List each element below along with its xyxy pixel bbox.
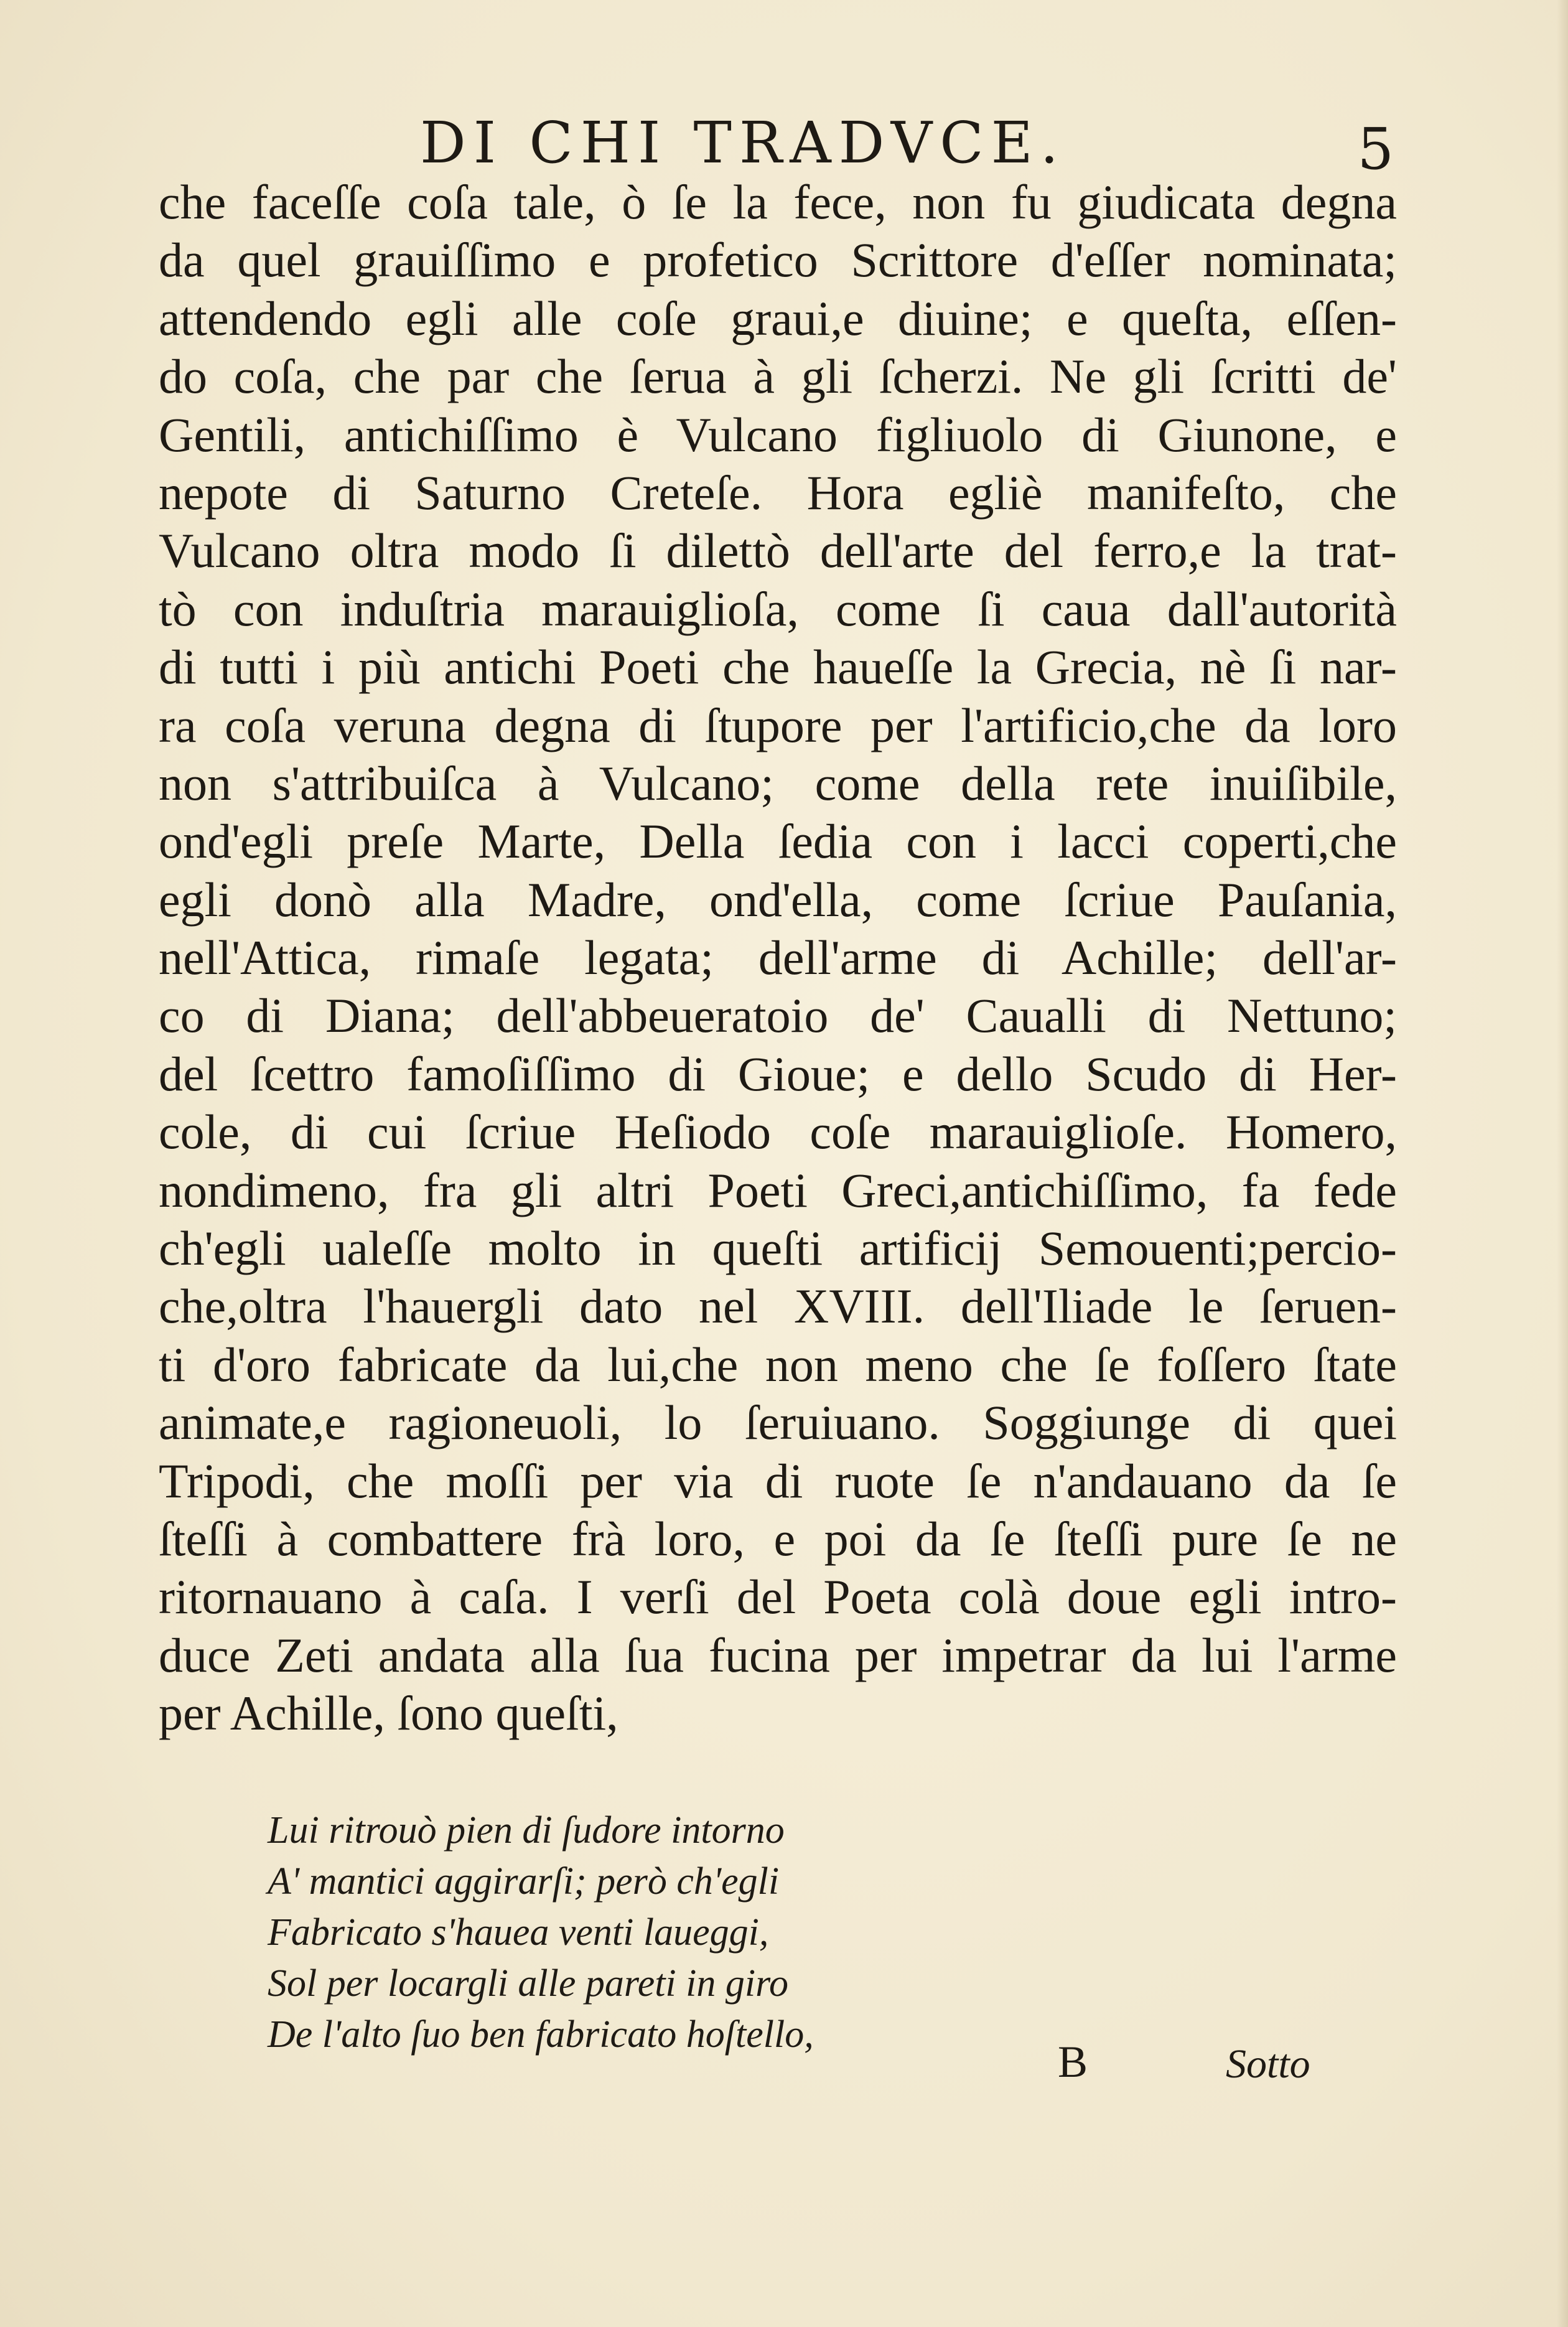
- verse-line: De l'alto ſuo ben fabricato hoſtello,: [268, 2013, 814, 2056]
- text-line: nepote di Saturno Creteſe. Hora egliè manifeſto, che: [159, 465, 1397, 520]
- text-line: Gentili, antichiſſimo è Vulcano figliuolo di Giunone, e: [159, 407, 1397, 462]
- text-line: per Achille, ſono queſti,: [159, 1686, 618, 1741]
- verse-line: Lui ritrouò pien di ſudore intorno: [268, 1809, 785, 1852]
- text-line: animate,e ragioneuoli, lo ſeruiuano. Soggiunge di quei: [159, 1395, 1397, 1450]
- verse-line: Fabricato s'hauea venti laueggi,: [268, 1911, 769, 1954]
- page-number: 5: [1357, 116, 1394, 182]
- text-line: nell'Attica, rimaſe legata; dell'arme di Achille; dell'ar-: [159, 930, 1397, 985]
- page-edge: [1557, 0, 1568, 2327]
- text-line: ſteſſi à combattere frà loro, e poi da ſe ſteſſi pure ſe ne: [159, 1511, 1397, 1566]
- text-line: del ſcettro famoſiſſimo di Gioue; e dello Scudo di Her-: [159, 1046, 1397, 1101]
- text-line: non s'attribuiſca à Vulcano; come della rete inuiſibile,: [159, 756, 1397, 810]
- verse-line: Sol per locargli alle pareti in giro: [268, 1962, 788, 2005]
- page-header: [159, 103, 1394, 184]
- text-line: ti d'oro fabricate da lui,che non meno che ſe foſſero ſtate: [159, 1337, 1397, 1392]
- text-line: Vulcano oltra modo ſi dilettò dell'arte del ferro,e la trat-: [159, 523, 1397, 578]
- verse-quotation: [268, 1805, 1014, 2060]
- text-line: ond'egli preſe Marte, Della ſedia con i lacci coperti,che: [159, 814, 1397, 869]
- text-line: Tripodi, che moſſi per via di ruote ſe n'andauano da ſe: [159, 1453, 1397, 1508]
- text-line: che faceſſe coſa tale, ò ſe la fece, non fu giudicata degna: [159, 175, 1397, 229]
- catchword: Sotto: [1226, 2041, 1310, 2087]
- signature-mark: B: [1058, 2037, 1088, 2087]
- text-line: egli donò alla Madre, ond'ella, come ſcriue Pauſania,: [159, 872, 1397, 927]
- text-line: ch'egli ualeſſe molto in queſti artificij Semouenti;percio-: [159, 1221, 1397, 1276]
- text-line: cole, di cui ſcriue Heſiodo coſe marauiglioſe. Homero,: [159, 1105, 1397, 1159]
- text-line: di tutti i più antichi Poeti che haueſſe la Grecia, nè ſi nar-: [159, 640, 1397, 695]
- verse-line: A' mantici aggirarſi; però ch'egli: [268, 1860, 780, 1903]
- text-line: co di Diana; dell'abbeueratoio de' Caualli di Nettuno;: [159, 988, 1397, 1043]
- text-line: ritornauano à caſa. I verſi del Poeta colà doue egli intro-: [159, 1570, 1397, 1624]
- text-line: do coſa, che par che ſerua à gli ſcherzi. Ne gli ſcritti de': [159, 349, 1397, 404]
- running-title: DI CHI TRADVCE.: [420, 110, 1066, 176]
- text-line: da quel grauiſſimo e profetico Scrittore d'eſſer nominata;: [159, 233, 1397, 288]
- text-line: tò con induſtria marauiglioſa, come ſi caua dall'autorità: [159, 581, 1397, 636]
- text-line: nondimeno, fra gli altri Poeti Greci,antichiſſimo, fa fede: [159, 1163, 1397, 1217]
- text-line: che,oltra l'hauergli dato nel XVIII. dell'Iliade le ſeruen-: [159, 1279, 1397, 1334]
- body-text: [159, 173, 1397, 1743]
- text-line: duce Zeti andata alla ſua fucina per impetrar da lui l'arme: [159, 1627, 1397, 1682]
- text-line: attendendo egli alle coſe graui,e diuine; e queſta, eſſen-: [159, 291, 1397, 345]
- text-line: ra coſa veruna degna di ſtupore per l'artificio,che da loro: [159, 698, 1397, 752]
